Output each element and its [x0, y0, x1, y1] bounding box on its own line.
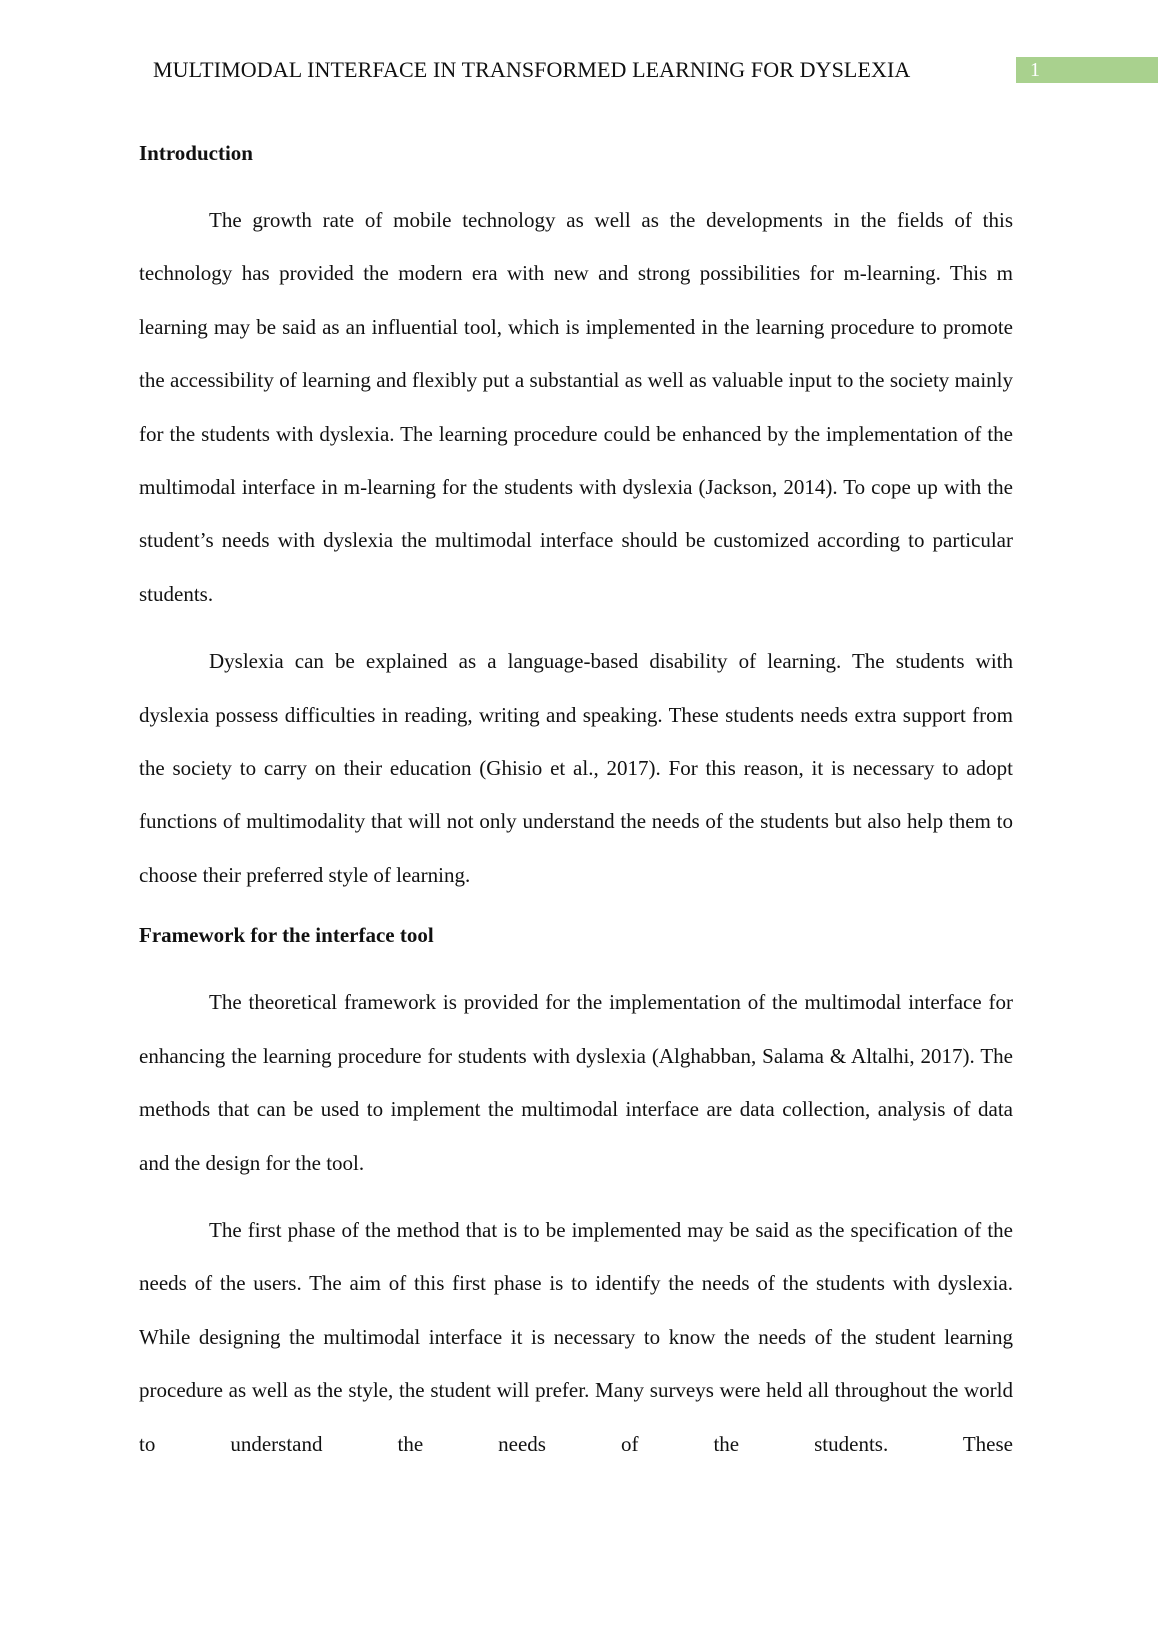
paragraph-intro-2: Dyslexia can be explained as a language-based disability of learning. The students with dyslexia possess difficulties in reading, writing and speaking. These students needs extra support from the society to carry on their education (Ghisio et al., 2017). For this reason, it is necessary to adopt functions of multimodality that will not only understand the needs of the students but also help them to choose their preferred style of learning. [139, 649, 1013, 887]
heading-introduction: Introduction [139, 141, 253, 165]
page-number: 1 [1016, 57, 1158, 83]
paragraph-intro-1: The growth rate of mobile technology as well as the developments in the fields of this technology has provided the modern era with new and strong possibilities for m-learning. This m learning may be said as an influential tool, which is implemented in the learning procedure to promote the accessibility of learning and flexibly put a substantial as well as valuable input to the society mainly for the students with dyslexia. The learning procedure could be enhanced by the implementation of the multimodal interface in m-learning for the students with dyslexia (Jackson, 2014). To cope up with the student’s needs with dyslexia the multimodal interface should be customized according to particular students. [139, 208, 1013, 606]
paragraph-framework-1: The theoretical framework is provided for the implementation of the multimodal interface for enhancing the learning procedure for students with dyslexia (Alghabban, Salama & Altalhi, 2017). The methods that can be used to implement the multimodal interface are data collection, analysis of data and the design for the tool. [139, 990, 1013, 1175]
document-body [139, 134, 1013, 1485]
heading-framework: Framework for the interface tool [139, 923, 434, 948]
running-header: MULTIMODAL INTERFACE IN TRANSFORMED LEARNING FOR DYSLEXIA [153, 57, 911, 82]
paragraph-framework-2: The first phase of the method that is to be implemented may be said as the specification of the needs of the users. The aim of this first phase is to identify the needs of the students with dyslexia. While designing the multimodal interface it is necessary to know the needs of the student learning procedure as well as the style, the student will prefer. Many surveys were held all throughout the world to understand the needs of the students. These [139, 1217, 1013, 1456]
